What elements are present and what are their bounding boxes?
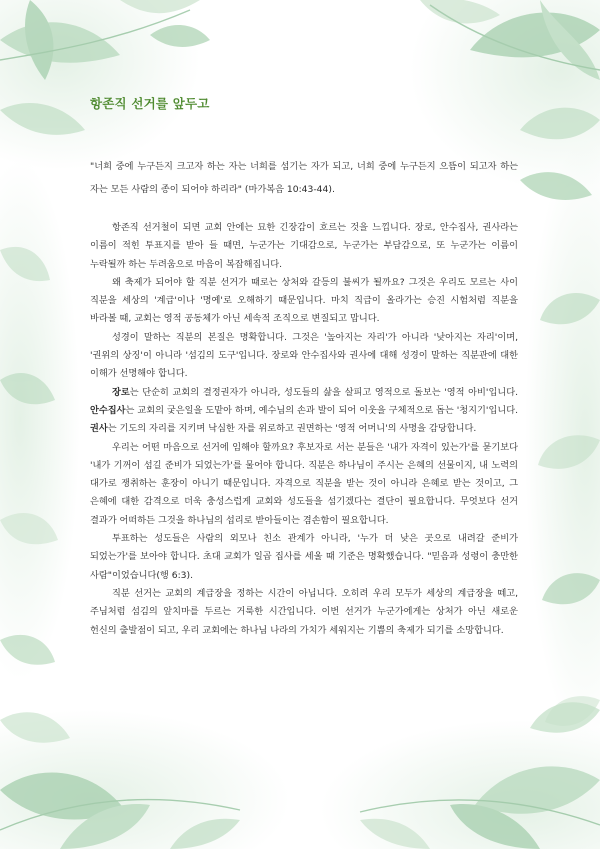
paragraph-3: 성경이 말하는 직분의 본질은 명확합니다. 그것은 '높아지는 자리'가 아니라 '낮아지는 자리'이며, '권위의 상징'이 아니라 '섬김의 도구'입니다. 장로와 안수집사와 권사에 대해 성경이 말하는 직분관에 대한 이해가 선명해야 합니다. [90,331,518,380]
paragraph-5: 우리는 어떤 마음으로 선거에 임해야 할까요? 후보자로 서는 분들은 '내가 자격이 있는가'를 묻기보다 '내가 기꺼이 섬길 준비가 되었는가'를 물어야 합니다. 직분은 하나님이 주시는 은혜의 선물이지, 내 노력의 대가로 쟁취하는 훈장이 아니기 때문입니다. 자격으로 직분을 받는 것이 아니라 은혜로 받는 것이고, 그 은혜에 대한 감격으로 더욱 충성스럽게 교회와 성도들을 섬기겠다는 결단이 필요합니다. 무엇보다 선거 결과가 어떠하든 그것을 하나님의 섭리로 받아들이는 겸손함이 필요합니다. [90,441,518,526]
document-title: 항존직 선거를 앞두고 [90,96,210,111]
paragraph-1: 항존직 선거철이 되면 교회 안에는 묘한 긴장감이 흐르는 것을 느낍니다. 장로, 안수집사, 권사라는 이름이 적힌 투표지를 받아 들 때면, 누군가는 기대감으로, 누군가는 부담감으로, 또 누군가는 이름이 누락될까 하는 두려움으로 마음이 복잡해집니다. [90,222,518,270]
paragraph-4 [90,384,518,439]
term-elder: 장로 [112,386,130,398]
term-deaconess: 권사 [90,423,108,435]
text-deaconess: 는 기도의 자리를 지키며 낙심한 자를 위로하고 권면하는 '영적 어머니'의 사명을 감당합니다. [107,423,477,435]
text-elder: 는 단순히 교회의 결정권자가 아니라, 성도들의 삶을 살피고 영적으로 돌보는 '영적 아비'입니다. [129,386,518,398]
scripture-quote: "너희 중에 누구든지 크고자 하는 자는 너희를 섬기는 자가 되고, 너희 중에 누구든지 으뜸이 되고자 하는 자는 모든 사람의 종이 되어야 하리라" (마가복음 10:43-44). [90,161,518,195]
text-deacon: 는 교회의 궂은일을 도맡아 하며, 예수님의 손과 발이 되어 이웃을 구체적으로 돕는 '청지기'입니다. [125,404,518,416]
paragraph-7: 직분 선거는 교회의 계급장을 정하는 시간이 아닙니다. 오히려 우리 모두가 세상의 계급장을 떼고, 주님처럼 섬김의 앞치마를 두르는 거룩한 시간입니다. 이번 선거가 누군가에게는 상처가 아닌 새로운 헌신의 출발점이 되고, 우리 교회에는 하나님 나라의 가치가 세워지는 기쁨의 축제가 되기를 소망합니다. [90,587,518,636]
term-deacon: 안수집사 [90,404,126,416]
paragraph-2: 왜 축제가 되어야 할 직분 선거가 때로는 상처와 갈등의 불씨가 될까요? 그것은 우리도 모르는 사이 직분을 세상의 '계급'이나 '명예'로 오해하기 때문입니다. 마치 직급이 올라가는 승진 시험처럼 직분을 바라볼 때, 교회는 영적 공동체가 아닌 세속적 조직으로 변질되고 맙니다. [90,276,518,325]
document-body [90,219,518,640]
paragraph-6: 투표하는 성도들은 사람의 외모나 친소 관계가 아니라, '누가 더 낮은 곳으로 내려갈 준비가 되었는가'를 보아야 합니다. 초대 교회가 일곱 집사를 세울 때 기준은 명확했습니다. "믿음과 성령이 충만한 사람"이었습니다(행 6:3). [90,533,518,581]
